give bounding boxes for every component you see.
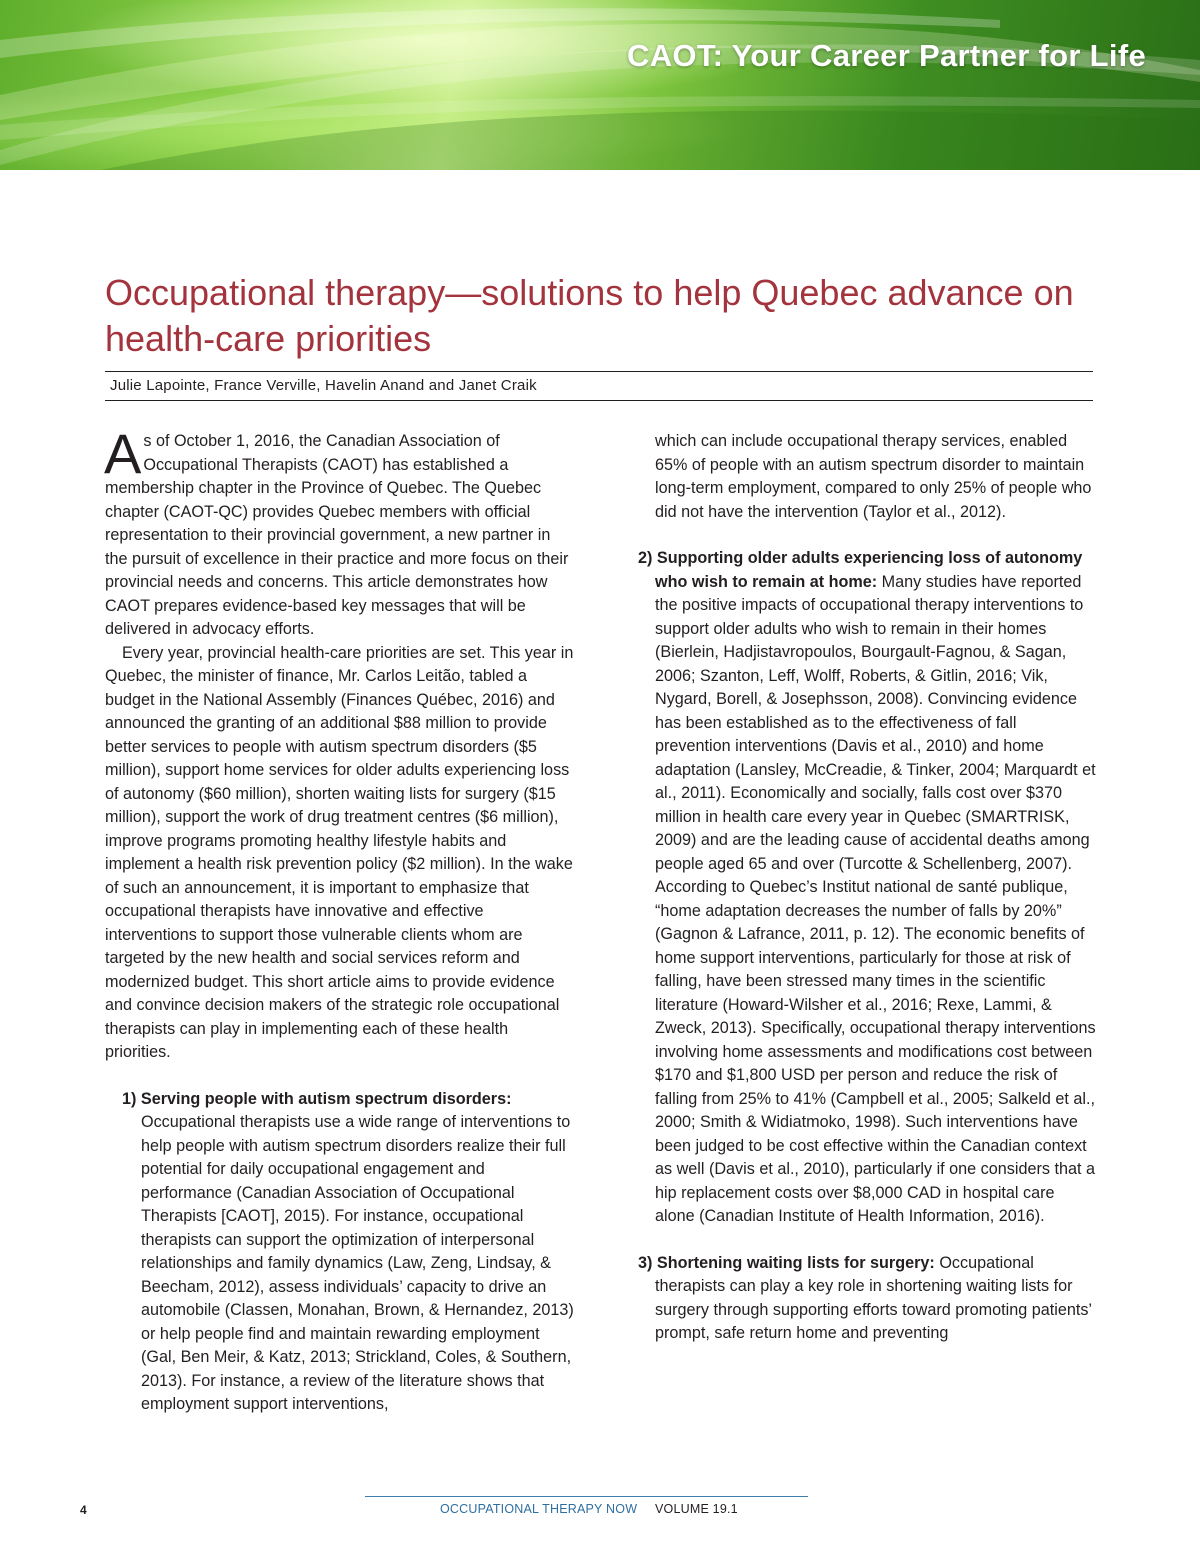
left-column [104,422,577,1417]
intro-paragraph-1-text: s of October 1, 2016, the Canadian Association of Occupational Therapists (CAOT) has established a membership chapter in the Province of Quebec. The Quebec chapter (CAOT-QC) provides Quebec members with official representation to their provincial government, a new partner in the pursuit of excellence in their practice and more focus on their provincial needs and concerns. This article demonstrates how CAOT prepares evidence-based key messages that will be delivered in advocacy efforts. [105,432,569,638]
page-number: 4 [80,1503,87,1517]
footer-journal-name: OCCUPATIONAL THERAPY NOW [440,1502,638,1516]
title-rule-bottom [105,400,1093,401]
list-item-surgery [638,1252,1096,1346]
list-item-older-adults [638,547,1096,1229]
list-item-autism [105,1088,577,1417]
banner-title: CAOT: Your Career Partner for Life [627,38,1146,73]
footer-volume: VOLUME 19.1 [655,1502,738,1516]
list-item-older-adults-heading: 2) Supporting older adults experiencing loss of autonomy who wish to remain at home: [638,549,1083,591]
list-item-surgery-heading: 3) Shortening waiting lists for surgery: [638,1253,935,1272]
drop-cap: A [104,422,142,485]
footer-rule [365,1496,808,1497]
article-title: Occupational therapy—solutions to help Quebec advance on health-care priorities [105,272,1074,359]
list-item-autism-continued: which can include occupational therapy services, enabled 65% of people with an autism spectrum disorder to maintain long-term employment, compared to only 25% of people who did not have the intervention (Taylor et al., 2012). [655,432,1092,521]
list-item-autism-body: Occupational therapists use a wide range of interventions to help people with autism spectrum disorders realize their full potential for daily occupational engagement and performance (Canadian Association of Occupational Therapists [CAOT], 2015). For instance, occupational therapists can support the optimization of interpersonal relationships and family dynamics (Law, Zeng, Lindsay, & Beecham, 2012), assess individuals’ capacity to drive an automobile (Classen, Monahan, Brown, & Hernandez, 2013) or help people find and maintain rewarding employment (Gal, Ben Meir, & Katz, 2013; Strickland, Coles, & Southern, 2013). For instance, a review of the literature shows that employment support interventions, [141,1113,574,1413]
list-item-autism-heading: 1) Serving people with autism spectrum disorders: [122,1089,512,1108]
grass-blades-decoration [0,0,1200,170]
header-banner [0,0,1200,170]
list-item-surgery-body: Occupational therapists can play a key role in shortening waiting lists for surgery through supporting efforts toward promoting patients’ prompt, safe return home and preventing [655,1253,1092,1342]
intro-paragraph-1 [104,422,577,642]
intro-paragraph-2: Every year, provincial health-care priorities are set. This year in Quebec, the minister of finance, Mr. Carlos Leitão, tabled a budget in the National Assembly (Finances Québec, 2016) and announced the granting of an additional $88 million to provide better services to people with autism spectrum disorders ($5 million), support home services for older adults experiencing loss of autonomy ($60 million), shorten waiting lists for surgery ($15 million), support the work of drug treatment centres ($6 million), improve programs promoting healthy lifestyle habits and implement a health risk prevention policy ($2 million). In the wake of such an announcement, it is important to emphasize that occupational therapists have innovative and effective interventions to support those vulnerable clients whom are targeted by the new health and social services reform and modernized budget. This short article aims to provide evidence and convince decision makers of the strategic role occupational therapists can play in implementing each of these health priorities. [105,643,574,1061]
article-authors: Julie Lapointe, France Verville, Havelin Anand and Janet Craik [110,377,537,394]
right-column [638,430,1096,1346]
title-rule-top [105,371,1093,372]
list-item-older-adults-body: Many studies have reported the positive impacts of occupational therapy interventions to support older adults who wish to remain in their homes (Bierlein, Hadjistavropoulos, Bourgault-Fagnou, & Sagan, 2006; Szanton, Leff, Wolff, Roberts, & Gitlin, 2016; Vik, Nygard, Borell, & Josephsson, 2008). Convincing evidence has been established as to the effectiveness of fall prevention interventions (Davis et al., 2010) and home adaptation (Lansley, McCreadie, & Tinker, 2004; Marquardt et al., 2011). Economically and socially, falls cost over $370 million in health care every year in Quebec (SMARTRISK, 2009) and are the leading cause of accidental deaths among people aged 65 and over (Turcotte & Schellenberg, 2007). According to Quebec’s Institut national de santé publique, “home adaptation decreases the number of falls by 20%” (Gagnon & Lafrance, 2011, p. 12). The economic benefits of home support interventions, particularly for those at risk of falling, have been stressed many times in the scientific literature (Howard-Wilsher et al., 2016; Rexe, Lammi, & Zweck, 2013). Specifically, occupational therapy interventions involving home assessments and modifications cost between $170 and $1,800 USD per person and reduce the risk of falling from 25% to 41% (Campbell et al., 2005; Salkeld et al., 2000; Smith & Widiatmoko, 1998). Such interventions have been judged to be cost effective within the Canadian context as well (Davis et al., 2010), particularly if one considers that a hip replacement costs over $8,000 CAD in hospital care alone (Canadian Institute of Health Information, 2016). [655,572,1096,1225]
